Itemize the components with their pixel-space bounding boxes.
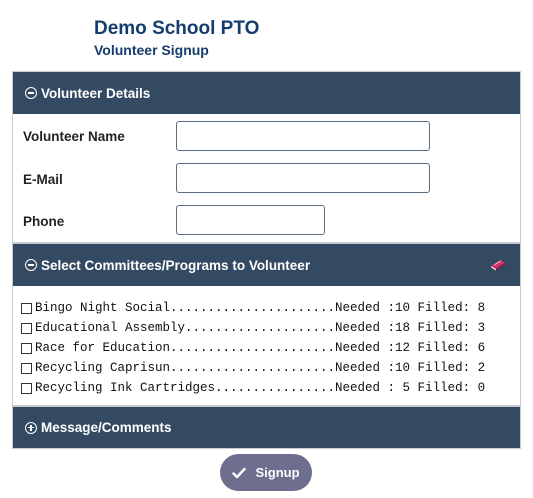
volunteer-name-label: Volunteer Name [23,129,125,144]
email-label: E-Mail [23,172,63,187]
committee-item [21,338,485,358]
committee-item [21,318,485,338]
signup-button[interactable] [220,454,312,491]
committee-checkbox[interactable] [21,323,32,334]
committee-item-text: Bingo Night Social......................Needed :10 Filled: 8 [35,301,486,315]
committee-item [21,298,485,318]
committee-item-text: Educational Assembly....................Needed :18 Filled: 3 [35,321,486,335]
volunteer-details-panel [12,71,521,243]
page-subtitle: Volunteer Signup [94,42,209,58]
committee-item-text: Recycling Caprisun......................Needed :10 Filled: 2 [35,361,486,375]
committee-checkbox[interactable] [21,363,32,374]
page-title: Demo School PTO [94,18,260,39]
committee-list [21,298,485,398]
committee-item [21,358,485,378]
email-input[interactable] [176,163,430,193]
expand-plus-icon [25,422,37,434]
message-panel [12,406,521,449]
committee-item-text: Recycling Ink Cartridges................Needed : 5 Filled: 0 [35,381,486,395]
committees-header[interactable] [13,244,520,286]
committee-item-text: Race for Education......................Needed :12 Filled: 6 [35,341,486,355]
page-header [94,18,259,59]
committee-checkbox[interactable] [21,343,32,354]
book-icon[interactable] [490,257,506,271]
committees-panel [12,243,521,406]
committees-title: Select Committees/Programs to Volunteer [41,257,311,273]
phone-input[interactable] [176,205,325,235]
volunteer-name-input[interactable] [176,121,430,151]
collapse-minus-icon [25,259,37,271]
collapse-minus-icon [25,87,37,99]
message-title: Message/Comments [41,420,172,435]
volunteer-details-title: Volunteer Details [41,85,151,101]
message-header[interactable] [13,407,520,448]
committee-checkbox[interactable] [21,303,32,314]
volunteer-details-header[interactable] [13,72,520,114]
signup-label: Signup [255,465,300,480]
check-icon [232,467,246,479]
committee-item [21,378,485,398]
committee-checkbox[interactable] [21,383,32,394]
phone-label: Phone [23,214,65,229]
